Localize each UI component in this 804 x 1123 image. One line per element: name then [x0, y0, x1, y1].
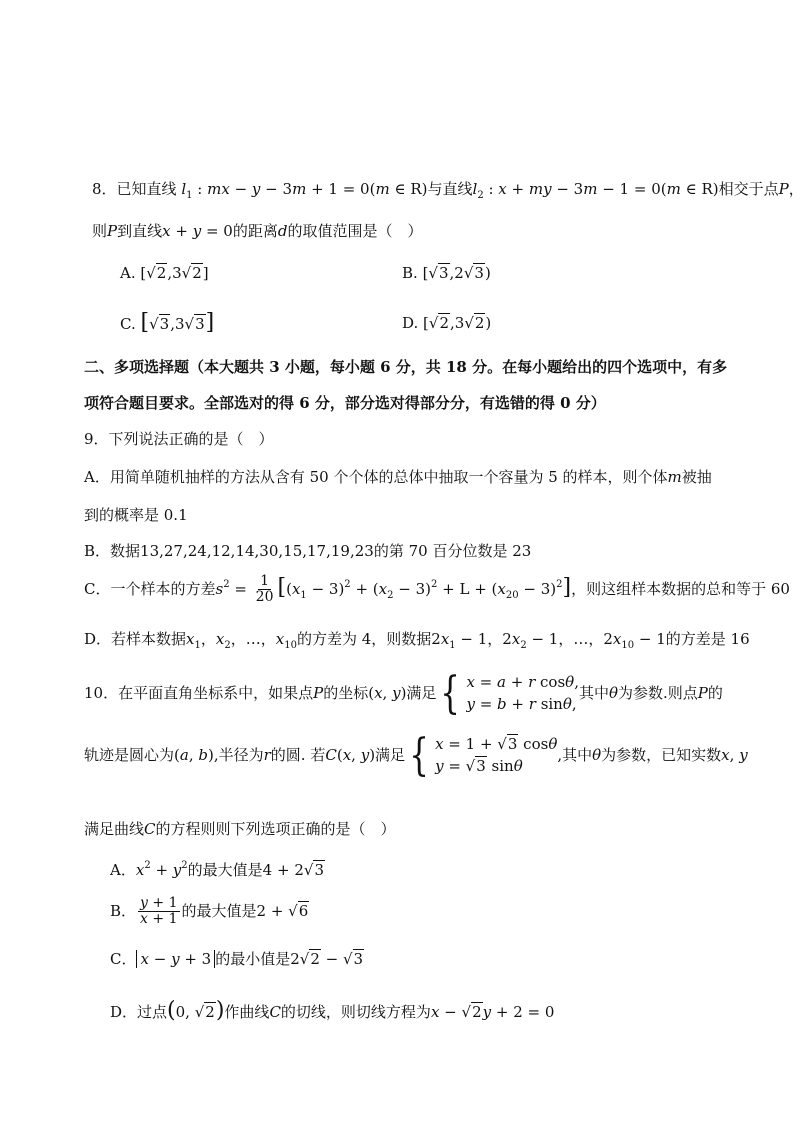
- q10-stem-line1: 10．在平面直角坐标系中，如果点P的坐标(x, y)满足 { x = a + r cosθ, y = b + r sinθ, 其中θ为参数.则点P的: [84, 668, 723, 719]
- q10-option-b: B． $\frac{y + 1}{x + 1}$ 的最大值是2 + √6: [110, 895, 309, 928]
- q9-option-a-line1: A．用简单随机抽样的方法从含有 50 个个体的总体中抽取一个容量为 5 的样本，则个体m被抽: [84, 468, 712, 486]
- q9-option-b: B．数据13,27,24,12,14,30,15,17,19,23的第 70 百分位数是 23: [84, 542, 532, 560]
- q9-option-c: C．一个样本的方差$s^2$ = $\frac{1}{20}$ $[(x_1 - 3)^2 + (x_2 - 3)^2 + L + (x_{20} - 3)^2]$，则这组样本数据的总和等于 60: [84, 573, 790, 606]
- q10-option-a: A．$x^2 + y^2$的最大值是4 + 2√3: [110, 860, 324, 879]
- q8-option-a: A. [√2,3√2]: [120, 264, 209, 282]
- q8-option-d: D. [√2,3√2): [402, 314, 492, 332]
- q9-option-d: D．若样本数据$x_1$，$x_2$，…，$x_{10}$的方差为 4，则数据$2x_1 - 1$，$2x_2 - 1$，…，$2x_{10} - 1$的方差是 16: [84, 630, 750, 651]
- q10-option-c: C． x − y + 3 的最小值是2√2 − √3: [110, 950, 364, 968]
- q8-option-c: C. [√3,3√3]: [120, 310, 215, 335]
- q9-option-a-line2: 到的概率是 0.1: [84, 506, 188, 524]
- q8-option-b: B. [√3,2√3): [402, 264, 491, 282]
- section2-line1: 二、多项选择题（本大题共 3 小题，每小题 6 分，共 18 分。在每小题给出的四个选项中，有多: [84, 358, 728, 376]
- q8-stem-line2: 则P到直线x + y = 0的距离d的取值范围是（ ）: [92, 222, 423, 240]
- q10-stem-line2: 轨迹是圆心为(a, b),半径为r的圆. 若C(x, y)满足 { x = 1 + √3 cosθ y = √3 sinθ ,其中θ为参数，已知实数x, y: [84, 730, 748, 781]
- q8-stem-line1: 8．已知直线 $l_1$ : mx − y − 3m + 1 = 0(m ∈ R)与直线$l_2$ : x + my − 3m − 1 = 0(m ∈ R)相交于点P，: [92, 180, 804, 201]
- q10-stem-line3: 满足曲线C的方程则则下列选项正确的是（ ）: [84, 820, 396, 838]
- q10-option-d: D．过点(0, √2)作曲线C的切线，则切线方程为x − √2y + 2 = 0: [110, 998, 555, 1023]
- q9-stem: 9．下列说法正确的是（ ）: [84, 430, 274, 448]
- section2-line2: 项符合题目要求。全部选对的得 6 分，部分选对得部分分，有选错的得 0 分）: [84, 394, 606, 412]
